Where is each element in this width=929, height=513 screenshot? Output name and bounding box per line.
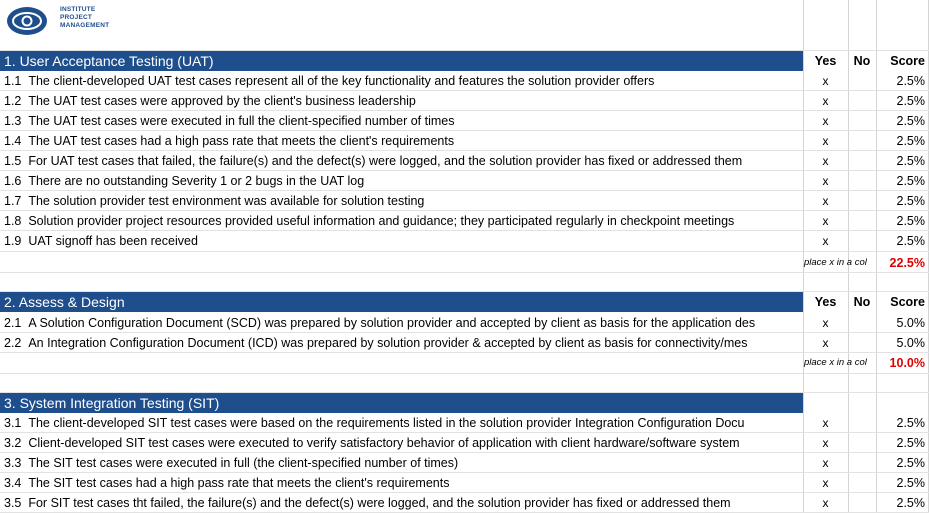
item-label: The UAT test cases had a high pass rate that meets the client's requirements (28, 134, 455, 148)
no-cell[interactable] (848, 71, 876, 91)
total-row (0, 353, 929, 373)
grid-line (0, 251, 929, 252)
logo-line-3: MANAGEMENT (60, 22, 110, 29)
no-cell[interactable] (848, 333, 876, 353)
item-text (0, 313, 803, 333)
item-label: For SIT test cases tht failed, the failure(s) and the defect(s) were logged, and the solution provider has fixed or addressed them (28, 496, 731, 510)
no-cell[interactable] (848, 453, 876, 473)
item-text (0, 231, 803, 251)
grid-line (0, 472, 929, 473)
instruction-note: place x in a col (804, 257, 867, 268)
item-label: UAT signoff has been received (28, 234, 198, 248)
item-number: 1.3 (4, 114, 22, 128)
no-cell[interactable] (848, 91, 876, 111)
score-cell: 2.5% (896, 194, 925, 208)
score-cell: 2.5% (896, 174, 925, 188)
no-cell[interactable] (848, 231, 876, 251)
item-label: The client-developed SIT test cases were based on the requirements listed in the solution provider Integration Configuration Docu (28, 416, 745, 430)
logo-text (60, 6, 109, 30)
item-number: 1.2 (4, 94, 22, 108)
col-yes-header: Yes (814, 54, 837, 68)
table-row[interactable] (0, 191, 929, 211)
score-cell: 2.5% (896, 436, 925, 450)
logo-line-2: PROJECT (60, 14, 93, 21)
section-title-sit: 3. System Integration Testing (SIT) (0, 393, 803, 413)
total-score: 22.5% (889, 256, 925, 270)
yes-cell[interactable]: x (822, 114, 829, 128)
no-cell[interactable] (848, 131, 876, 151)
table-row[interactable] (0, 151, 929, 171)
item-number: 1.8 (4, 214, 22, 228)
item-label: The UAT test cases were executed in full the client-specified number of times (28, 114, 455, 128)
section-header-row (0, 292, 929, 312)
table-row[interactable] (0, 453, 929, 473)
score-cell: 2.5% (896, 476, 925, 490)
item-label: An Integration Configuration Document (ICD) was prepared by solution provider & accepted by client as basis for connectivity/mes (28, 336, 748, 350)
item-number: 1.6 (4, 174, 22, 188)
col-score-header: Score (890, 295, 925, 309)
col-no-header: No (853, 295, 871, 309)
section-title-uat: 1. User Acceptance Testing (UAT) (0, 51, 803, 71)
total-score: 10.0% (889, 356, 925, 370)
item-text (0, 71, 803, 91)
score-cell: 2.5% (896, 114, 925, 128)
item-number: 2.1 (4, 316, 22, 330)
no-cell[interactable] (848, 313, 876, 333)
grid-line (0, 130, 929, 131)
item-label: There are no outstanding Severity 1 or 2 bugs in the UAT log (28, 174, 365, 188)
yes-cell[interactable]: x (822, 174, 829, 188)
yes-cell[interactable]: x (822, 456, 829, 470)
instruction-note: place x in a col (804, 357, 867, 368)
no-cell[interactable] (848, 191, 876, 211)
col-score-header: Score (890, 54, 925, 68)
no-cell[interactable] (848, 151, 876, 171)
no-cell[interactable] (848, 413, 876, 433)
score-cell: 2.5% (896, 134, 925, 148)
table-row[interactable] (0, 473, 929, 493)
score-cell: 2.5% (896, 416, 925, 430)
item-text (0, 433, 803, 453)
table-row[interactable] (0, 413, 929, 433)
grid-line (0, 373, 929, 374)
score-cell: 2.5% (896, 94, 925, 108)
yes-cell[interactable]: x (822, 316, 829, 330)
grid-line (0, 272, 929, 273)
item-number: 3.4 (4, 476, 22, 490)
item-text (0, 211, 803, 231)
item-label: Client-developed SIT test cases were executed to verify satisfactory behavior of application with client hardware/software system (28, 436, 740, 450)
item-text (0, 191, 803, 211)
total-row (0, 253, 929, 273)
col-no-header: No (853, 54, 871, 68)
item-text (0, 493, 803, 513)
item-number: 3.3 (4, 456, 22, 470)
grid-line (0, 291, 929, 292)
table-row[interactable] (0, 211, 929, 231)
grid-line (0, 392, 929, 393)
item-text (0, 91, 803, 111)
item-number: 3.1 (4, 416, 22, 430)
score-cell: 2.5% (896, 496, 925, 510)
score-cell: 5.0% (896, 316, 925, 330)
table-row[interactable] (0, 111, 929, 131)
item-label: The UAT test cases were approved by the client's business leadership (28, 94, 416, 108)
item-text (0, 111, 803, 131)
item-label: The solution provider test environment was available for solution testing (28, 194, 425, 208)
score-cell: 2.5% (896, 456, 925, 470)
no-cell[interactable] (848, 171, 876, 191)
yes-cell[interactable]: x (822, 214, 829, 228)
no-cell[interactable] (848, 473, 876, 493)
grid-line (0, 332, 929, 333)
score-cell: 2.5% (896, 234, 925, 248)
grid-line (0, 90, 929, 91)
item-label: The SIT test cases were executed in full (the client-specified number of times) (28, 456, 459, 470)
section-title-assess-design: 2. Assess & Design (0, 292, 803, 312)
item-number: 1.7 (4, 194, 22, 208)
table-row[interactable] (0, 71, 929, 91)
yes-cell[interactable]: x (822, 134, 829, 148)
item-number: 3.2 (4, 436, 22, 450)
item-number: 3.5 (4, 496, 22, 510)
score-cell: 2.5% (896, 214, 925, 228)
item-label: The SIT test cases had a high pass rate that meets the client's requirements (28, 476, 450, 490)
table-row[interactable] (0, 231, 929, 251)
item-number: 2.2 (4, 336, 22, 350)
score-cell: 2.5% (896, 74, 925, 88)
table-row[interactable] (0, 131, 929, 151)
grid-line (0, 352, 929, 353)
yes-cell[interactable]: x (822, 336, 829, 350)
table-row[interactable] (0, 171, 929, 191)
logo-line-1: INSTITUTE (60, 6, 96, 13)
item-label: For UAT test cases that failed, the failure(s) and the defect(s) were logged, and the solution provider has fixed or addressed them (28, 154, 743, 168)
table-row[interactable] (0, 313, 929, 333)
grid-line (0, 452, 929, 453)
yes-cell[interactable]: x (822, 154, 829, 168)
item-text (0, 413, 803, 433)
yes-cell[interactable]: x (822, 234, 829, 248)
grid-line (0, 190, 929, 191)
item-number: 1.1 (4, 74, 22, 88)
score-cell: 2.5% (896, 154, 925, 168)
item-number: 1.5 (4, 154, 22, 168)
score-cell: 5.0% (896, 336, 925, 350)
item-text (0, 171, 803, 191)
grid-line (0, 492, 929, 493)
grid-line (0, 210, 929, 211)
item-label: A Solution Configuration Document (SCD) was prepared by solution provider and accepted by client as basis for the application des (28, 316, 756, 330)
table-row[interactable] (0, 91, 929, 111)
item-text (0, 453, 803, 473)
yes-cell[interactable]: x (822, 496, 829, 510)
item-text (0, 473, 803, 493)
no-cell[interactable] (848, 493, 876, 513)
grid-line (0, 110, 929, 111)
item-label: Solution provider project resources provided useful information and guidance; they participated regularly in checkpoint meetings (28, 214, 735, 228)
item-text (0, 333, 803, 353)
no-cell[interactable] (848, 111, 876, 131)
yes-cell[interactable]: x (822, 74, 829, 88)
item-label: The client-developed UAT test cases represent all of the key functionality and features the solution provider offers (28, 74, 655, 88)
no-cell[interactable] (848, 211, 876, 231)
yes-cell[interactable]: x (822, 94, 829, 108)
yes-cell[interactable]: x (822, 476, 829, 490)
eye-icon (6, 6, 48, 36)
yes-cell[interactable]: x (822, 436, 829, 450)
no-cell[interactable] (848, 433, 876, 453)
table-row[interactable] (0, 333, 929, 353)
section-header-row (0, 51, 929, 71)
grid-line (0, 150, 929, 151)
yes-cell[interactable]: x (822, 194, 829, 208)
grid-line (0, 50, 929, 51)
grid-line (0, 170, 929, 171)
item-text (0, 151, 803, 171)
table-row[interactable] (0, 433, 929, 453)
item-text (0, 131, 803, 151)
item-number: 1.9 (4, 234, 22, 248)
yes-cell[interactable]: x (822, 416, 829, 430)
col-yes-header: Yes (814, 295, 837, 309)
table-row[interactable] (0, 493, 929, 513)
grid-line (0, 230, 929, 231)
grid-line (0, 432, 929, 433)
item-number: 1.4 (4, 134, 22, 148)
